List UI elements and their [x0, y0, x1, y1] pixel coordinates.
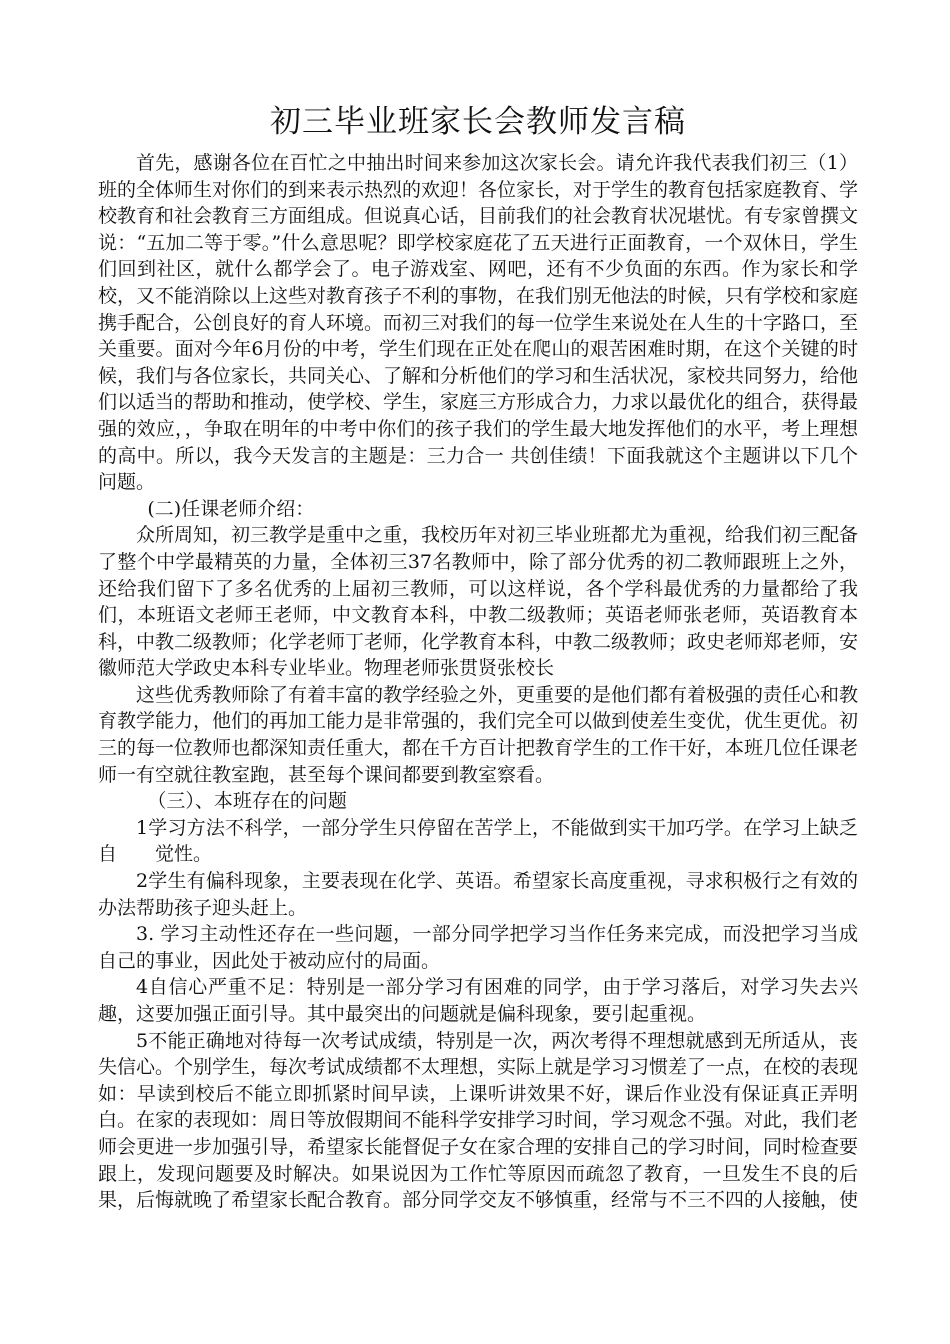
section-heading-teachers: (二)任课老师介绍： — [147, 497, 315, 520]
paragraph-problem-1: 1学习方法不科学，一部分学生只停留在苦学上，不能做到实干加巧学。在学习上缺乏自 觉性。 — [98, 816, 858, 866]
section-heading-problems: （三）、本班存在的问题 — [147, 790, 347, 813]
document-title: 初三毕业班家长会教师发言稿 — [270, 104, 686, 140]
paragraph-problem-3: 3. 学习主动性还存在一些问题，一部分同学把学习当作任务来完成，而没把学习当成自己的事业，因此处于被动应付的局面。 — [98, 923, 858, 972]
paragraph-intro: 首先，感谢各位在百忙之中抽出时间来参加这次家长会。请允许我代表我们初三（1）班的全体师生对你们的到来表示热烈的欢迎！各位家长，对于学生的教育包括家庭教育、学校教育和社会教育三方面组成。但说真心话，目前我们的社会教育状况堪忧。有专家曾撰文说：“五加二等于零。”什么意思呢？即学校家庭花了五天进行正面教育，一个双休日，学生们回到社区，就什么都学会了。电子游戏室、网吧，还有不少负面的东西。作为家长和学校，又不能消除以上这些对教育孩子不利的事物，在我们别无他法的时候，只有学校和家庭携手配合，公创良好的育人环境。而初三对我们的每一位学生来说处在人生的十字路口，至关重要。面对今年6月份的中考，学生们现在正处在爬山的艰苦困难时期，在这个关键的时候，我们与各位家长，共同关心、了解和分析他们的学习和生活状况，家校共同努力，给他们以适当的帮助和推动，使学校、学生，家庭三方形成合力，力求以最优化的组合，获得最强的效应，，争取在明年的中考中你们的孩子我们的学生最大地发挥他们的水平，考上理想的高中。所以，我今天发言的主题是：三力合一 共创佳绩！下面我就这个主题讲以下几个问题。 — [98, 152, 859, 494]
paragraph-teacher-intro: 众所周知，初三教学是重中之重，我校历年对初三毕业班都尤为重视，给我们初三配备了整个中学最精英的力量，全体初三37名教师中，除了部分优秀的初二教师跟班上之外，还给我们留下了多名优秀的上届初三教师，可以这样说，各个学科最优秀的力量都给了我们，本班语文老师王老师，中文教育本科，中教二级教师；英语老师张老师，英语教育本科，中教二级教师；化学老师丁老师，化学教育本科，中教二级教师；政史老师郑老师，安徽师范大学政史本科专业毕业。物理老师张贯贤张校长 — [98, 524, 859, 680]
document-page — [98, 100, 858, 1214]
paragraph-problem-4: 4自信心严重不足：特别是一部分学习有困难的同学，由于学习落后，对学习失去兴趣，这要加强正面引导。其中最突出的问题就是偏科现象，要引起重视。 — [98, 976, 858, 1025]
paragraph-problem-2: 2学生有偏科现象，主要表现在化学、英语。希望家长高度重视，寻求积极行之有效的办法帮助孩子迎头赶上。 — [98, 870, 858, 919]
paragraph-teacher-quality: 这些优秀教师除了有着丰富的教学经验之外，更重要的是他们都有着极强的责任心和教育教学能力，他们的再加工能力是非常强的，我们完全可以做到使差生变优，优生更优。初三的每一位教师也都深知责任重大，都在千方百计把教育学生的工作干好，本班几位任课老师一有空就往教室跑，甚至每个课间都要到教室察看。 — [98, 683, 859, 786]
paragraph-problem-5: 5不能正确地对待每一次考试成绩，特别是一次，两次考得不理想就感到无所适从，丧失信心。个别学生，每次考试成绩都不太理想，实际上就是学习习惯差了一点，在校的表现如：早读到校后不能立即抓紧时间早读，上课听讲效果不好，课后作业没有保证真正弄明白。在家的表现如：周日等放假期间不能科学安排学习时间，学习观念不强。对此，我们老师会更进一步加强引导，希望家长能督促子女在家合理的安排自己的学习时间，同时检查要跟上，发现问题要及时解决。如果说因为工作忙等原因而疏忽了教育，一旦发生不良的后果，后悔就晚了希望家长配合教育。部分同学交友不够慎重，经常与不三不四的人接触，使 — [98, 1029, 859, 1212]
